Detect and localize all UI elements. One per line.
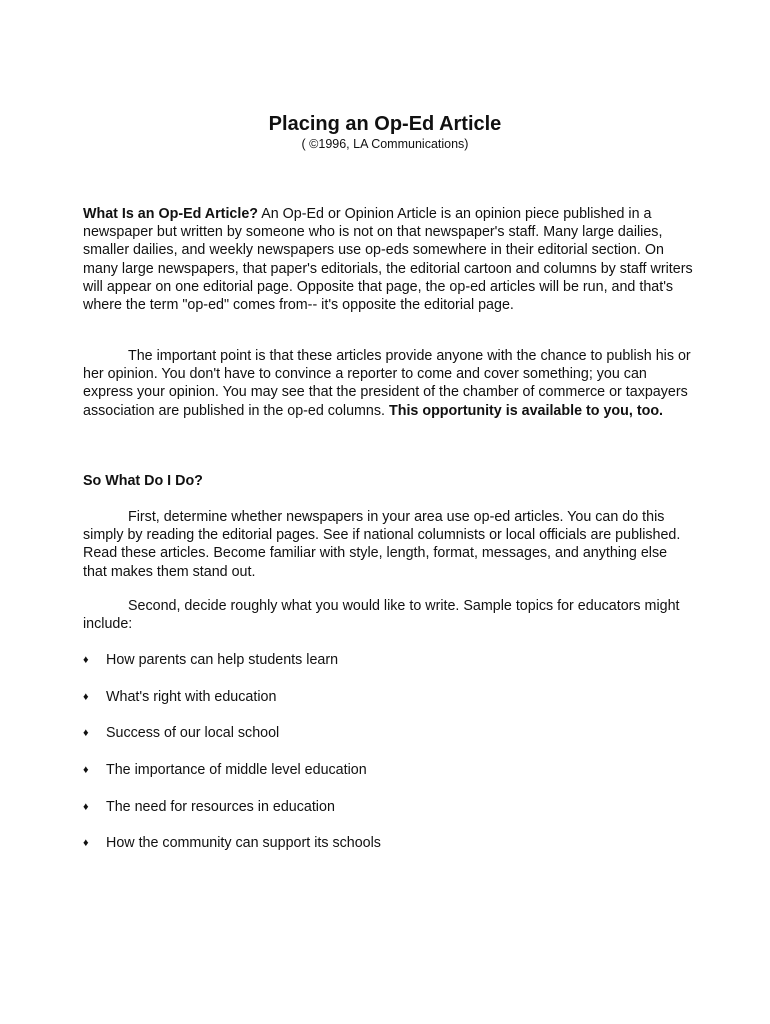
copyright-notice: ( ©1996, LA Communications) <box>301 137 469 151</box>
diamond-bullet-icon: ♦ <box>83 690 89 703</box>
topic-text: What's right with education <box>106 688 277 705</box>
topic-text: Success of our local school <box>106 725 280 742</box>
intro-lead-text: An Op-Ed or Opinion Article is an opinion piece published in a newspaper but written by someone who is not on that newspaper's staff. Many large dailies, smaller dailies, and weekly newspapers use op-eds somewhere in their editorial section. On many large newspapers, that paper's editorials, the editorial cartoon and columns by staff writers will appear on one editorial page. Opposite that page, the op-ed articles will be run, and that's where the term "op-ed" comes from-- it's opposite the editorial page. <box>83 206 693 314</box>
second-step-paragraph <box>83 597 693 633</box>
topic-list <box>83 651 381 871</box>
diamond-bullet-icon: ♦ <box>83 727 89 740</box>
second-step-text: Second, decide roughly what you would like to write. Sample topics for educators might include: <box>83 598 680 633</box>
diamond-bullet-icon: ♦ <box>83 800 89 813</box>
document-title: Placing an Op-Ed Article <box>268 113 502 135</box>
diamond-bullet-icon: ♦ <box>83 764 89 777</box>
first-step-text: First, determine whether newspapers in your area use op-ed articles. You can do this simply by reading the editorial pages. See if national columnists or local officials are published. Read these articles. Become familiar with style, length, format, messages, and anything else that makes them stand out. <box>83 509 681 580</box>
first-step-paragraph <box>83 508 693 581</box>
section-heading-what-do-i-do: So What Do I Do? <box>83 473 203 489</box>
diamond-bullet-icon: ♦ <box>83 654 89 666</box>
list-item <box>83 651 381 688</box>
diamond-bullet-icon: ♦ <box>83 837 89 850</box>
topic-text: The importance of middle level education <box>106 762 367 779</box>
list-item <box>83 834 381 871</box>
topic-text: The need for resources in education <box>106 798 335 815</box>
important-point-paragraph <box>83 347 693 420</box>
list-item <box>83 798 381 835</box>
intro-lead-heading: What Is an Op-Ed Article? <box>83 206 259 222</box>
list-item <box>83 761 381 798</box>
opportunity-emphasis: This opportunity is available to you, too. <box>388 402 664 419</box>
important-point-text: The important point is that these articles provide anyone with the chance to publish his or her opinion. You don't have to convince a reporter to come and cover something; you can express your opinion. You may see that the president of the chamber of commerce or taxpayers association are published in the op-ed columns. <box>83 348 691 419</box>
intro-paragraph <box>83 205 693 314</box>
list-item <box>83 688 381 725</box>
topic-text: How parents can help students learn <box>106 652 339 668</box>
list-item <box>83 724 381 761</box>
topic-text: How the community can support its schools <box>106 835 381 852</box>
